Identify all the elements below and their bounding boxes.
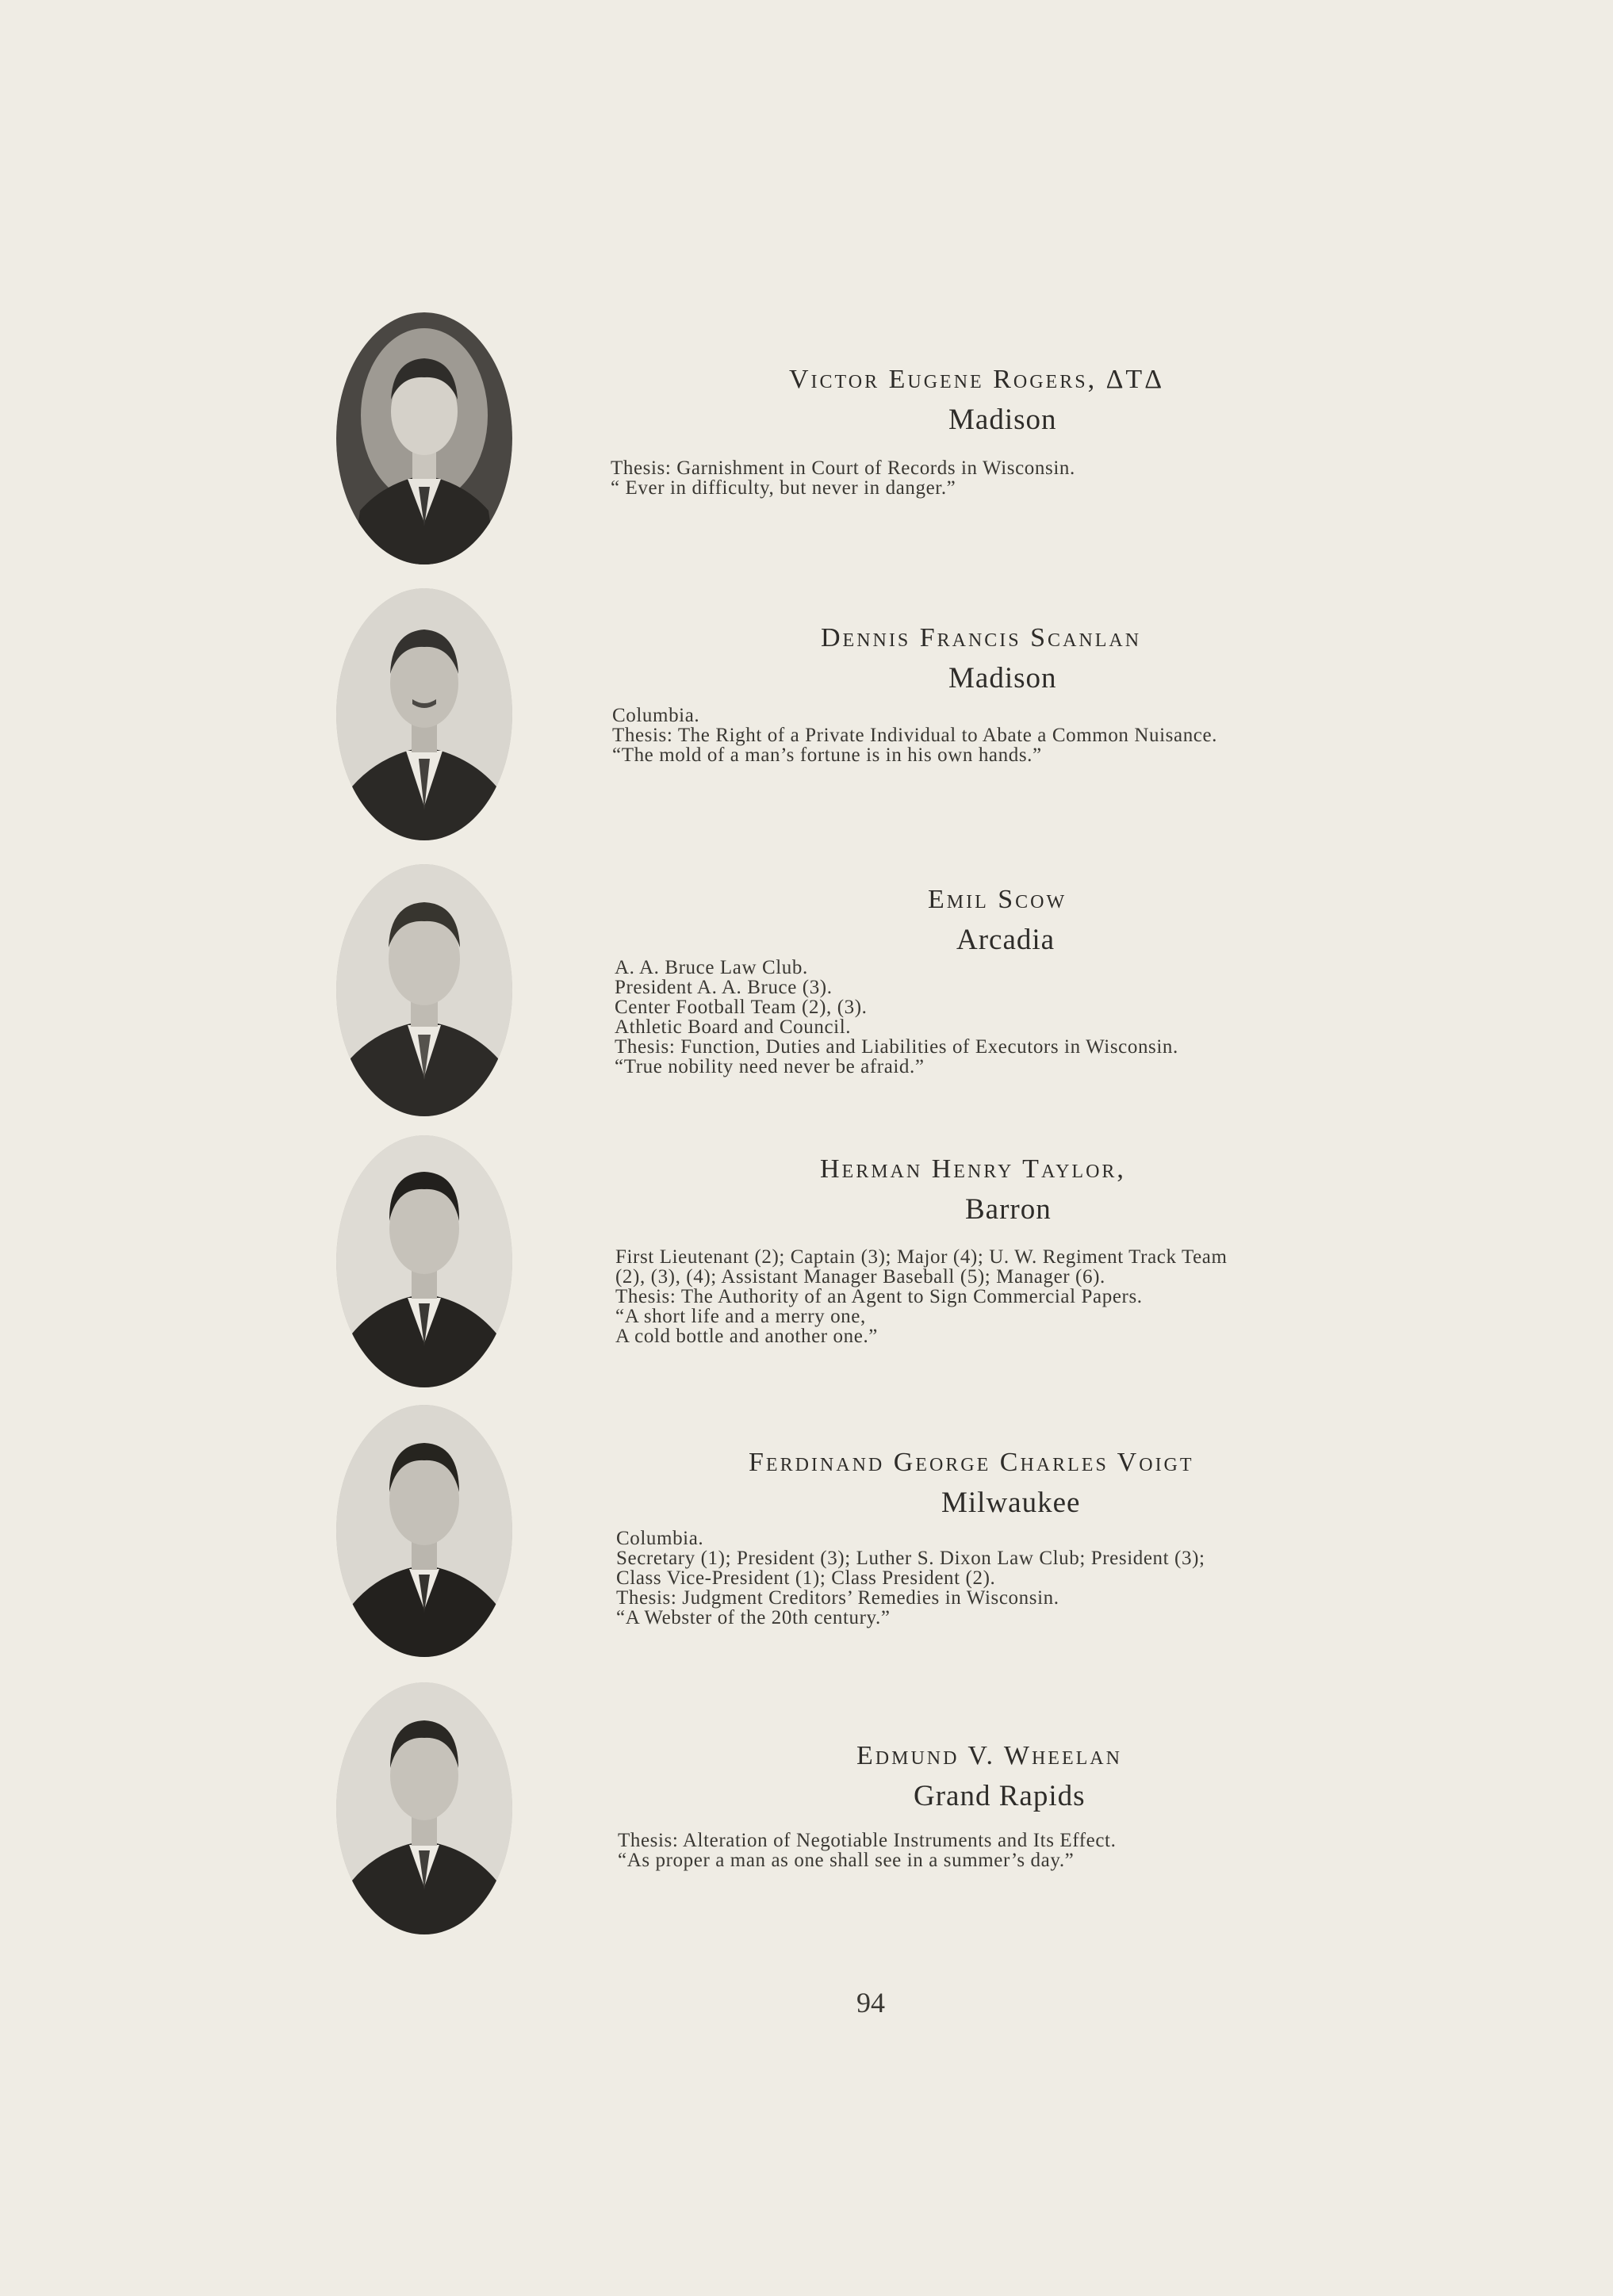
detail-line: “ Ever in difficulty, but never in danger.” <box>611 477 956 499</box>
person-name: Ferdinand George Charles Voigt <box>749 1448 1194 1477</box>
detail-line: Thesis: Alteration of Negotiable Instruments and Its Effect. <box>618 1830 1117 1851</box>
detail-line: Thesis: Judgment Creditors’ Remedies in Wisconsin. <box>616 1587 1059 1609</box>
entry-details <box>615 958 1178 1077</box>
person-name: Emil Scow <box>928 885 1067 914</box>
detail-line: A cold bottle and another one.” <box>615 1326 879 1347</box>
detail-line: Secretary (1); President (3); Luther S. Dixon Law Club; President (3); <box>616 1548 1205 1569</box>
person-name: Victor Eugene Rogers, ΔTΔ <box>789 365 1165 394</box>
detail-line: “A Webster of the 20th century.” <box>616 1607 891 1628</box>
detail-line: First Lieutenant (2); Captain (3); Major (4); U. W. Regiment Track Team <box>615 1246 1228 1268</box>
detail-line: Columbia. <box>616 1528 704 1549</box>
detail-line: Class Vice-President (1); Class President (2). <box>616 1567 996 1589</box>
detail-line: “As proper a man as one shall see in a summer’s day.” <box>618 1850 1075 1871</box>
person-city: Madison <box>948 662 1057 695</box>
entry-details <box>616 1529 1205 1628</box>
person-city: Arcadia <box>956 924 1056 956</box>
person-city: Milwaukee <box>941 1487 1081 1519</box>
portrait-photo <box>336 312 512 564</box>
detail-line: “A short life and a merry one, <box>615 1306 866 1327</box>
person-city: Grand Rapids <box>914 1780 1086 1812</box>
detail-line: Center Football Team (2), (3). <box>615 997 868 1018</box>
entry-details <box>611 458 1075 498</box>
detail-line: Thesis: The Right of a Private Individual to Abate a Common Nuisance. <box>612 725 1218 746</box>
detail-line: Athletic Board and Council. <box>615 1016 852 1038</box>
detail-line: “The mold of a man’s fortune is in his own hands.” <box>612 744 1042 766</box>
detail-line: Thesis: Function, Duties and Liabilities of Executors in Wisconsin. <box>615 1036 1178 1058</box>
detail-line: Thesis: Garnishment in Court of Records in Wisconsin. <box>611 457 1075 479</box>
entry-details <box>612 706 1217 765</box>
detail-line: Thesis: The Authority of an Agent to Sign Commercial Papers. <box>615 1286 1143 1307</box>
portrait-photo <box>336 588 512 840</box>
portrait-photo <box>336 864 512 1116</box>
person-name: Herman Henry Taylor, <box>820 1154 1126 1184</box>
entry-details <box>618 1831 1116 1870</box>
portrait-photo <box>336 1405 512 1657</box>
portrait-photo <box>336 1682 512 1934</box>
detail-line: (2), (3), (4); Assistant Manager Baseball (5); Manager (6). <box>615 1266 1105 1288</box>
portrait-photo <box>336 1135 512 1387</box>
person-name: Dennis Francis Scanlan <box>821 623 1142 652</box>
detail-line: Columbia. <box>612 705 700 726</box>
person-city: Barron <box>965 1193 1052 1226</box>
detail-line: “True nobility need never be afraid.” <box>615 1056 925 1077</box>
person-name: Edmund V. Wheelan <box>856 1741 1122 1770</box>
page-number: 94 <box>856 1987 885 2019</box>
detail-line: President A. A. Bruce (3). <box>615 977 833 998</box>
detail-line: A. A. Bruce Law Club. <box>615 957 808 978</box>
entry-details <box>615 1247 1228 1346</box>
person-city: Madison <box>948 404 1057 436</box>
